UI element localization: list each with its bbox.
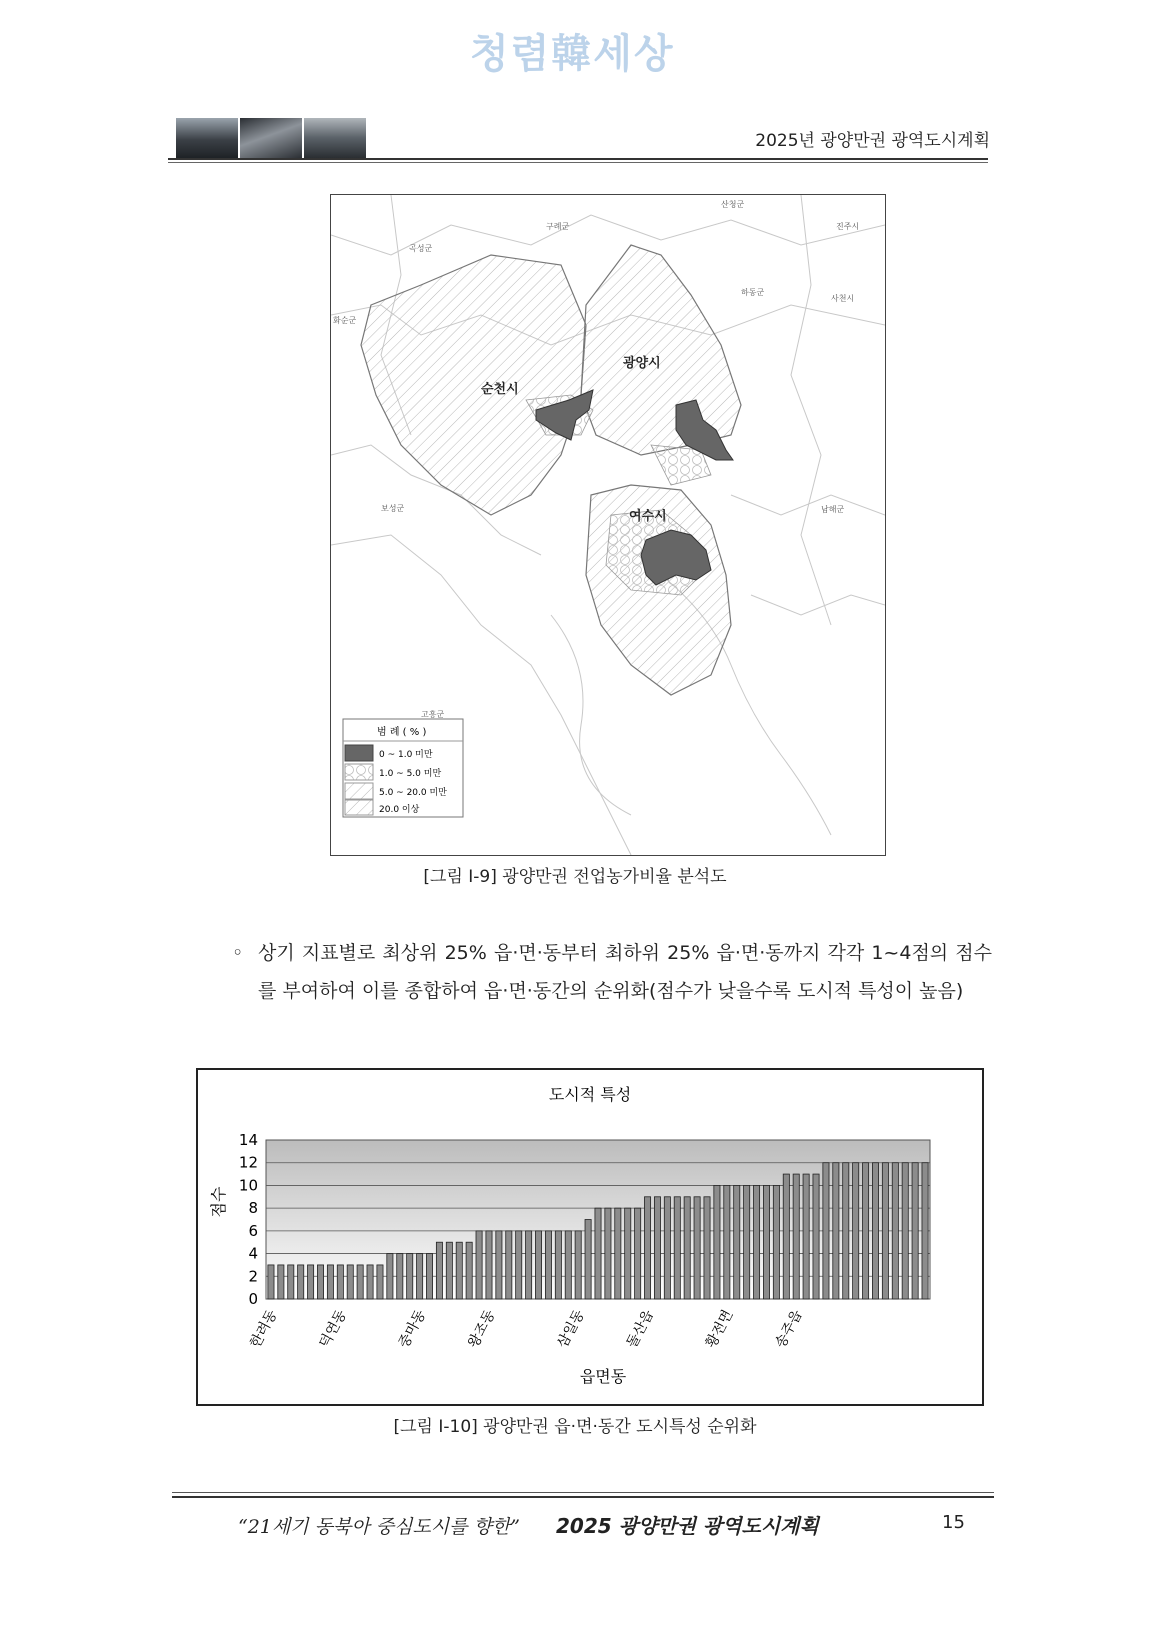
bar xyxy=(783,1174,789,1299)
header-photos xyxy=(176,118,366,158)
bar xyxy=(347,1265,353,1299)
bar xyxy=(268,1265,274,1299)
bar xyxy=(654,1197,660,1299)
bar xyxy=(397,1254,403,1299)
legend-item: 1.0 ~ 5.0 미만 xyxy=(379,769,442,779)
region-label: 진주시 xyxy=(836,222,860,231)
header-photo xyxy=(176,118,238,158)
header-photo xyxy=(304,118,366,158)
legend-item: 20.0 이상 xyxy=(379,805,420,815)
bar xyxy=(516,1231,522,1299)
bar xyxy=(486,1231,492,1299)
bar xyxy=(853,1163,859,1299)
bar xyxy=(694,1197,700,1299)
logo-text: 청렴韓세상 xyxy=(470,30,675,77)
bullet-mark: ◦ xyxy=(232,942,244,964)
bar xyxy=(417,1254,423,1299)
footer-slogan: “21세기 동북아 중심도시를 향한” xyxy=(238,1516,520,1538)
bar xyxy=(555,1231,561,1299)
region-label: 남해군 xyxy=(821,505,845,514)
bar xyxy=(575,1231,581,1299)
bar xyxy=(407,1254,413,1299)
bar xyxy=(357,1265,363,1299)
bar xyxy=(367,1265,373,1299)
y-tick-label: 2 xyxy=(248,1267,258,1286)
bar xyxy=(664,1197,670,1299)
y-tick-label: 6 xyxy=(248,1221,258,1240)
y-tick-label: 8 xyxy=(248,1199,258,1218)
bar xyxy=(793,1174,799,1299)
bar xyxy=(387,1254,393,1299)
city-label-suncheon: 순천시 xyxy=(481,382,519,397)
map-caption: [그림 Ⅰ-9] 광양만권 전업농가비율 분석도 xyxy=(423,867,727,887)
bar xyxy=(298,1265,304,1299)
bar xyxy=(535,1231,541,1299)
footer-rule xyxy=(172,1496,994,1498)
bar xyxy=(704,1197,710,1299)
x-tick-label: 돌산읍 xyxy=(623,1307,658,1351)
region-label: 고흥군 xyxy=(421,710,445,719)
bar xyxy=(317,1265,323,1299)
legend-title: 범 례 ( % ) xyxy=(377,727,427,738)
bar xyxy=(912,1163,918,1299)
region-label: 보성군 xyxy=(381,504,405,513)
bar xyxy=(744,1185,750,1299)
y-tick-label: 4 xyxy=(248,1244,258,1263)
region-label: 구례군 xyxy=(546,222,570,231)
y-tick-label: 14 xyxy=(238,1131,258,1149)
bar xyxy=(734,1185,740,1299)
y-tick-label: 0 xyxy=(248,1290,258,1308)
bar xyxy=(446,1242,452,1299)
bar xyxy=(278,1265,284,1299)
x-tick-label: 덕연동 xyxy=(316,1307,350,1351)
bar xyxy=(843,1163,849,1299)
bar xyxy=(823,1163,829,1299)
doc-title: 2025년 광양만권 광역도시계획 xyxy=(755,131,990,151)
region-suncheon xyxy=(361,255,586,515)
map-legend xyxy=(343,719,463,817)
y-tick-label: 10 xyxy=(238,1176,258,1195)
bar xyxy=(308,1265,314,1299)
bar xyxy=(456,1242,462,1299)
header-rule xyxy=(168,162,988,163)
bar xyxy=(635,1208,641,1299)
bar xyxy=(585,1220,591,1300)
footer-title: 2025 광양만권 광역도시계획 xyxy=(556,1514,819,1538)
bar xyxy=(724,1185,730,1299)
region-label: 곡성군 xyxy=(409,244,433,253)
bar xyxy=(773,1185,779,1299)
bar xyxy=(615,1208,621,1299)
bar xyxy=(753,1185,759,1299)
bar xyxy=(863,1163,869,1299)
bar xyxy=(872,1163,878,1299)
bar xyxy=(833,1163,839,1299)
chart-xlabel: 읍면동 xyxy=(579,1367,627,1386)
x-tick-label: 삼일동 xyxy=(554,1307,588,1351)
bar xyxy=(813,1174,819,1299)
bar xyxy=(337,1265,343,1299)
chart-svg xyxy=(198,1070,982,1404)
paragraph-text: 상기 지표별로 최상위 25% 읍·면·동부터 최하위 25% 읍·면·동까지 각각 1~4점의 점수를 부여하여 이를 종합하여 읍·면·동간의 순위화(점수가 낮을수록 도시적 특성이 높음) xyxy=(258,942,992,1002)
bullet-paragraph xyxy=(232,934,992,1010)
region-label: 사천시 xyxy=(831,294,855,303)
bar xyxy=(625,1208,631,1299)
bar xyxy=(545,1231,551,1299)
header-rule xyxy=(168,158,988,160)
bar xyxy=(506,1231,512,1299)
chart-ylabel: 점수 xyxy=(209,1186,228,1218)
bar xyxy=(763,1185,769,1299)
bar xyxy=(902,1163,908,1299)
x-tick-label: 한려동 xyxy=(247,1307,281,1351)
region-label: 화순군 xyxy=(333,316,357,325)
bar xyxy=(644,1197,650,1299)
region-label: 하동군 xyxy=(741,288,765,297)
bar xyxy=(605,1208,611,1299)
y-tick-label: 12 xyxy=(238,1153,258,1172)
region-gwangyang xyxy=(581,245,741,455)
bar xyxy=(426,1254,432,1299)
bar xyxy=(377,1265,383,1299)
chart-caption: [그림 Ⅰ-10] 광양만권 읍·면·동간 도시특성 순위화 xyxy=(393,1417,757,1437)
bar xyxy=(714,1185,720,1299)
legend-item: 5.0 ~ 20.0 미만 xyxy=(379,788,447,798)
x-tick-label: 송주읍 xyxy=(772,1307,806,1351)
bar xyxy=(882,1163,888,1299)
map-figure xyxy=(330,194,886,856)
map-svg xyxy=(331,195,885,855)
x-tick-label: 왕조동 xyxy=(465,1307,499,1351)
bar xyxy=(565,1231,571,1299)
bar xyxy=(595,1208,601,1299)
page-number: 15 xyxy=(942,1512,965,1533)
footer-rule xyxy=(172,1492,994,1493)
x-tick-label: 중마동 xyxy=(395,1307,430,1351)
city-label-gwangyang: 광양시 xyxy=(623,356,661,371)
bar xyxy=(436,1242,442,1299)
bar xyxy=(526,1231,532,1299)
header-photo xyxy=(240,118,302,158)
bar xyxy=(476,1231,482,1299)
bar xyxy=(496,1231,502,1299)
chart-figure xyxy=(196,1068,984,1406)
bar xyxy=(466,1242,472,1299)
bar xyxy=(288,1265,294,1299)
bar xyxy=(327,1265,333,1299)
city-label-yeosu: 여수시 xyxy=(629,509,667,524)
legend-item: 0 ~ 1.0 미만 xyxy=(379,750,433,760)
bar xyxy=(892,1163,898,1299)
chart-title: 도시적 특성 xyxy=(548,1085,632,1104)
bar xyxy=(684,1197,690,1299)
bar xyxy=(674,1197,680,1299)
logo xyxy=(470,22,690,78)
region-label: 산청군 xyxy=(721,200,745,209)
bar xyxy=(922,1163,928,1299)
x-tick-label: 황전면 xyxy=(703,1307,737,1351)
bar xyxy=(803,1174,809,1299)
